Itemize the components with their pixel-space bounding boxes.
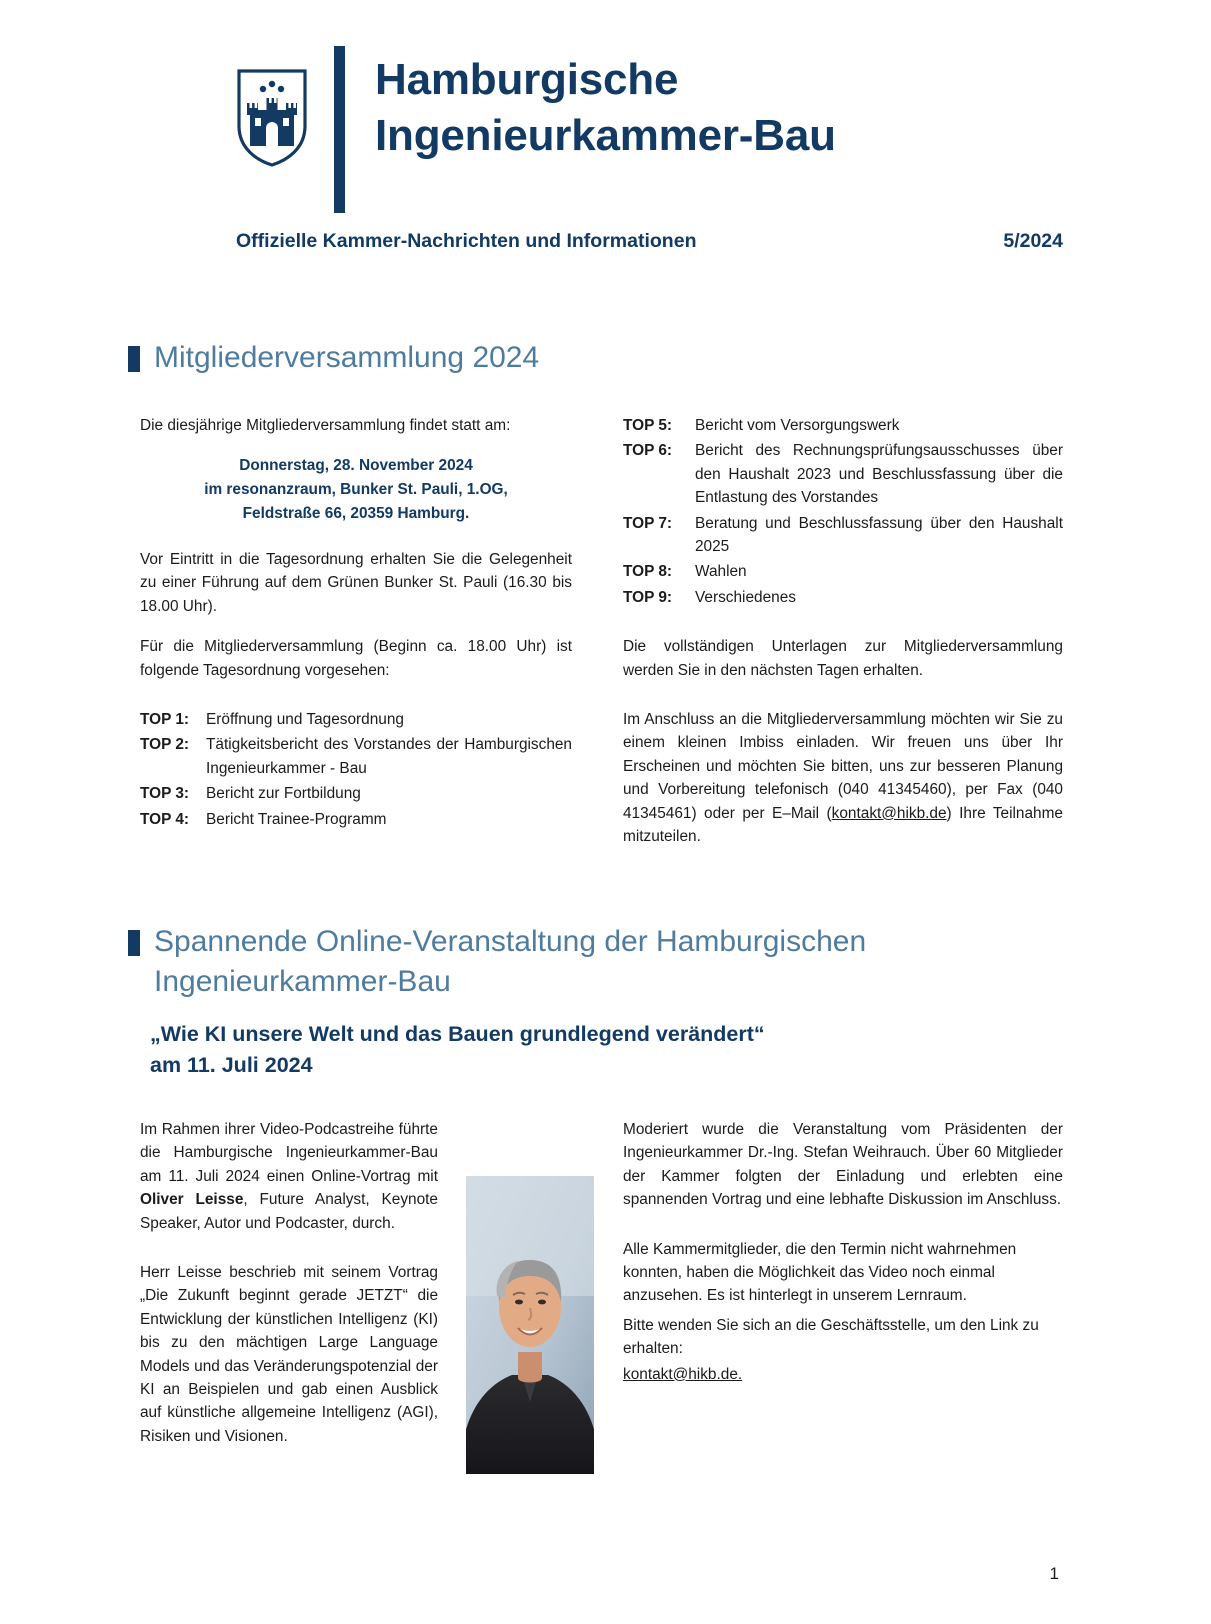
s1r-para-2-text-a: Im Anschluss an die Mitgliederversammlung möchten wir Sie zu einem kleinen Imbiss einladen. Wir freuen uns über Ihr Erscheinen und möchten Sie bitten, uns zur besseren Planung und Vorbereitung telefonisch (040 41345460), per Fax (040 41345461) oder per E–Mail ( xyxy=(623,711,1063,822)
section-title-text xyxy=(154,922,866,1002)
agenda-label: TOP 8: xyxy=(623,563,673,581)
s1r-para-1: Die vollständigen Unterlagen zur Mitgliederversammlung werden Sie in den nächsten Tagen erhalten. xyxy=(623,638,1063,679)
agenda-text: Eröffnung und Tagesordnung xyxy=(206,711,404,729)
s2l-para-2: Herr Leisse beschrieb mit seinem Vortrag „Die Zukunft beginnt gerade JETZT“ die Entwicklung der künstlichen Intelligenz (KI) bis zu den mächtigen Large Language Models und das Veränderungspotenzial der KI an Beispielen und gab einen Ausblick auf künstliche allgemeine Intelligenz (AGI), Risiken und Visionen. xyxy=(140,1264,438,1445)
section-marker xyxy=(128,346,140,372)
s1-intro: Die diesjährige Mitgliederversammlung findet statt am: xyxy=(140,417,511,434)
s2r-para-2: Alle Kammermitglieder, die den Termin nicht wahrnehmen konnten, haben die Möglichkeit das Video noch einmal anzusehen. Es ist hinterlegt in unserem Lernraum. xyxy=(623,1240,1017,1305)
s2r-para-3: Bitte wenden Sie sich an die Geschäftsstelle, um den Link zu erhalten: xyxy=(623,1316,1039,1358)
agenda-label: TOP 3: xyxy=(140,785,190,803)
agenda-label: TOP 5: xyxy=(623,417,673,434)
section-heading-online-veranstaltung xyxy=(128,922,866,1002)
section-heading-mitgliederversammlung xyxy=(128,338,539,378)
s2l-para-1 xyxy=(140,1118,438,1235)
agenda-text: Tätigkeitsbericht des Vorstandes der Hamburgischen Ingenieurkammer - Bau xyxy=(206,736,572,777)
agenda-text: Bericht vom Versorgungswerk xyxy=(695,417,900,434)
header-subtitle: Offizielle Kammer-Nachrichten und Informationen xyxy=(236,230,697,252)
agenda-text: Bericht des Rechnungsprüfungsausschusses über den Haushalt 2023 und Beschlussfassung über die Entlastung des Vorstandes xyxy=(695,442,1063,507)
s1r-para-2 xyxy=(623,708,1063,848)
section2-title-line-2: Ingenieurkammer-Bau xyxy=(154,964,451,998)
event-line-1: Donnerstag, 28. November 2024 xyxy=(239,457,473,475)
agenda-text: Beratung und Beschlussfassung über den Haushalt 2025 xyxy=(695,514,1063,556)
section2-title-line-1: Spannende Online-Veranstaltung der Hamburgischen xyxy=(154,925,867,958)
s2r-para-1: Moderiert wurde die Veranstaltung vom Präsidenten der Ingenieurkammer Dr.-Ing. Stefan Weihrauch. Über 60 Mitglieder der Kammer folgten der Einladung und erlebten eine spannenden Vortrag und eine lebhafte Diskussion im Anschluss. xyxy=(623,1121,1063,1209)
agenda-label: TOP 4: xyxy=(140,810,190,828)
agenda-item xyxy=(140,782,572,805)
agenda-text: Wahlen xyxy=(695,563,747,581)
masthead xyxy=(236,52,836,213)
speaker-name: Oliver Leisse xyxy=(140,1191,244,1209)
section-marker xyxy=(128,930,140,956)
agenda-text: Bericht Trainee-Programm xyxy=(206,810,387,828)
hamburg-coat-of-arms-icon xyxy=(236,68,308,168)
agenda-label: TOP 6: xyxy=(623,442,673,460)
section1-right-column xyxy=(623,414,1063,849)
s1-para-2: Für die Mitgliederversammlung (Beginn ca. 18.00 Uhr) ist folgende Tagesordnung vorgesehen: xyxy=(140,638,572,679)
s1-para-1: Vor Eintritt in die Tagesordnung erhalten Sie die Gelegenheit zu einer Führung auf dem Grünen Bunker St. Pauli (16.30 bis 18.00 Uhr). xyxy=(140,551,572,615)
agenda-item xyxy=(623,560,1063,583)
section2-subheading xyxy=(150,1019,1050,1080)
event-line-2: im resonanzraum, Bunker St. Pauli, 1.OG, xyxy=(204,481,508,499)
event-details xyxy=(140,454,572,526)
agenda-label: TOP 1: xyxy=(140,711,190,729)
portrait-photo-speaker xyxy=(466,1176,594,1474)
email-link-kontakt-2[interactable]: kontakt@hikb.de. xyxy=(623,1365,743,1383)
s2l-para-1-b: , Future Analyst, Keynote Speaker, Autor und Podcaster, durch. xyxy=(140,1191,438,1232)
email-link-kontakt[interactable]: kontakt@hikb.de xyxy=(831,804,947,822)
agenda-label: TOP 2: xyxy=(140,736,190,754)
brand-line-1: Hamburgische xyxy=(375,55,679,104)
agenda-list-left xyxy=(140,708,572,831)
agenda-item xyxy=(140,708,572,731)
brand-divider xyxy=(334,46,345,213)
brand-line-2: Ingenieurkammer-Bau xyxy=(375,111,836,161)
agenda-text: Bericht zur Fortbildung xyxy=(206,785,361,803)
agenda-item xyxy=(623,512,1063,559)
agenda-text: Verschiedenes xyxy=(695,588,796,606)
header-subline xyxy=(236,230,1063,253)
issue-number: 5/2024 xyxy=(1003,230,1063,252)
page-header xyxy=(0,0,1211,300)
section1-left-column xyxy=(140,414,572,833)
section-title-text: Mitgliederversammlung 2024 xyxy=(154,341,540,374)
section2-right-column xyxy=(623,1118,1063,1386)
agenda-label: TOP 9: xyxy=(623,588,673,606)
agenda-list-right xyxy=(623,414,1063,609)
agenda-item xyxy=(140,808,572,831)
quote-line-2: am 11. Juli 2024 xyxy=(150,1052,313,1077)
brand-title xyxy=(375,52,836,165)
s2l-para-1-a: Im Rahmen ihrer Video-Podcastreihe führte die Hamburgische Ingenieurkammer-Bau am 11. Juli 2024 einen Online-Vortrag mit xyxy=(140,1121,438,1185)
event-line-3: Feldstraße 66, 20359 Hamburg. xyxy=(242,505,470,523)
agenda-item xyxy=(623,586,1063,609)
section2-left-column xyxy=(140,1118,438,1448)
agenda-label: TOP 7: xyxy=(623,514,673,532)
agenda-item xyxy=(623,439,1063,509)
agenda-item xyxy=(623,414,1063,437)
s2r-email-line xyxy=(623,1363,1063,1386)
quote-line-1: „Wie KI unsere Welt und das Bauen grundlegend verändert“ xyxy=(150,1022,765,1046)
agenda-item xyxy=(140,733,572,780)
s1r-para-2-text-b: ) Ihre Teilnahme mitzuteilen. xyxy=(623,804,1063,846)
page-number: 1 xyxy=(1049,1564,1059,1583)
